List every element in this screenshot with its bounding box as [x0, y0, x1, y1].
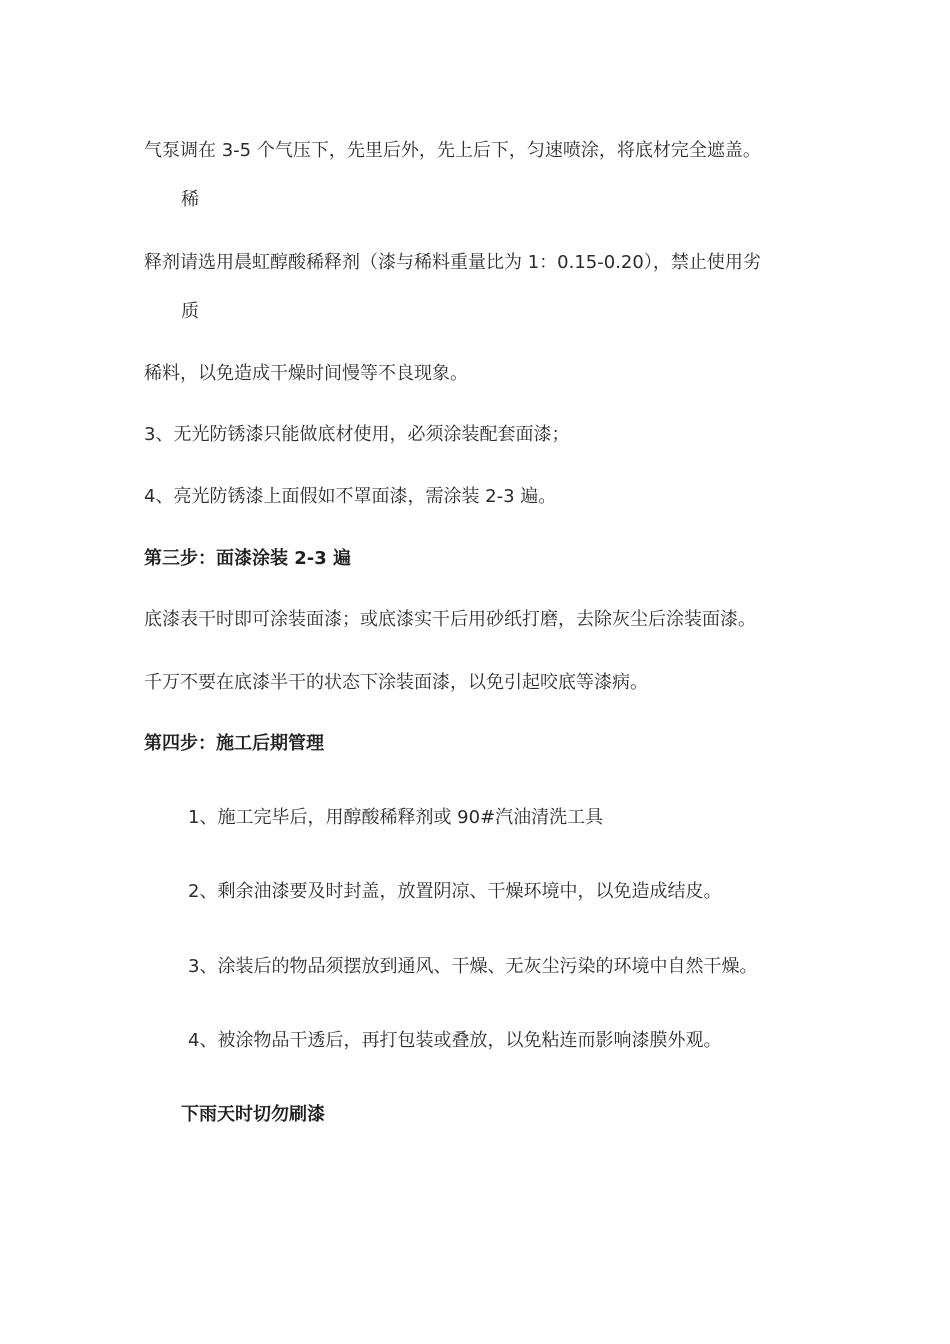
list-item-gloss-primer: 4、亮光防锈漆上面假如不罩面漆，需涂装 2-3 遍。 [144, 486, 557, 507]
rain-warning-note: 下雨天时切勿刷漆 [181, 1104, 325, 1125]
step4-item-1: 1、施工完毕后，用醇酸稀释剂或 90#汽油清洗工具 [188, 807, 604, 828]
step3-heading: 第三步：面漆涂装 2-3 遍 [144, 548, 352, 569]
step4-item-2: 2、剩余油漆要及时封盖，放置阴凉、干燥环境中，以免造成结皮。 [188, 881, 722, 902]
paragraph-fragment-zhi: 质 [181, 301, 199, 322]
list-item-matte-primer: 3、无光防锈漆只能做底材使用，必须涂装配套面漆； [144, 424, 570, 445]
paragraph-thinner-warning: 稀料，以免造成干燥时间慢等不良现象。 [144, 363, 468, 384]
step3-paragraph-2: 千万不要在底漆半干的状态下涂装面漆，以免引起咬底等漆病。 [144, 672, 648, 693]
step4-item-4: 4、被涂物品干透后，再打包装或叠放，以免粘连而影响漆膜外观。 [188, 1030, 722, 1051]
step3-paragraph-1: 底漆表干时即可涂装面漆；或底漆实干后用砂纸打磨，去除灰尘后涂装面漆。 [144, 609, 756, 630]
step4-heading: 第四步：施工后期管理 [144, 733, 324, 754]
paragraph-thinner-instructions: 释剂请选用晨虹醇酸稀释剂（漆与稀料重量比为 1：0.15-0.20），禁止使用劣 [144, 252, 761, 273]
paragraph-fragment-xi: 稀 [181, 189, 199, 210]
step4-item-3: 3、涂装后的物品须摆放到通风、干燥、无灰尘污染的环境中自然干燥。 [188, 956, 758, 977]
paragraph-spray-instructions: 气泵调在 3-5 个气压下，先里后外，先上后下，匀速喷涂，将底材完全遮盖。 [144, 140, 761, 161]
